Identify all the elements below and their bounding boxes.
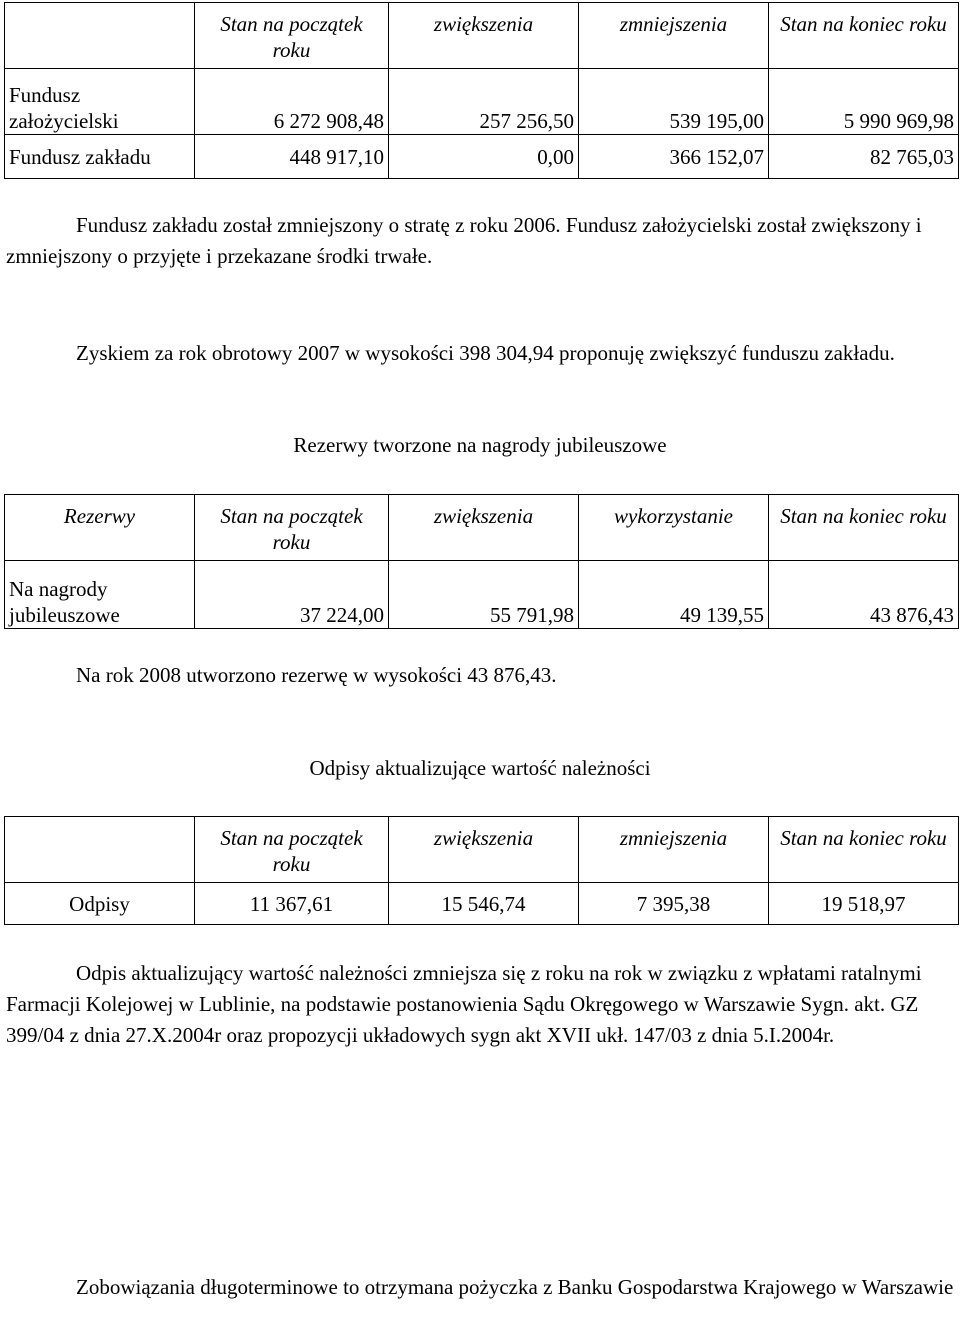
paragraph-fund-changes: Fundusz zakładu został zmniejszony o stratę z roku 2006. Fundusz założycielski został zwiększony i zmniejszony o przyjęte i przekazane środki trwałe. <box>6 213 922 268</box>
header-cell: wykorzystanie <box>579 495 769 561</box>
table-header-row <box>5 817 959 883</box>
header-cell: zwiększenia <box>389 495 579 561</box>
table-cell: 82 765,03 <box>769 135 959 179</box>
reserves-table <box>4 494 959 629</box>
table-cell: 0,00 <box>389 135 579 179</box>
row-label: Odpisy <box>5 883 195 925</box>
header-cell: zwiększenia <box>389 817 579 883</box>
table-cell: 5 990 969,98 <box>769 69 959 135</box>
header-cell: Stan na koniec roku <box>769 817 959 883</box>
table-cell: 11 367,61 <box>195 883 389 925</box>
table-row <box>5 135 959 179</box>
header-cell <box>5 3 195 69</box>
funds-table <box>4 2 959 179</box>
table-cell: 539 195,00 <box>579 69 769 135</box>
table-cell: 6 272 908,48 <box>195 69 389 135</box>
table-cell: 37 224,00 <box>195 561 389 629</box>
paragraph-long-term-liabilities: Zobowiązania długoterminowe to otrzymana pożyczka z Banku Gospodarstwa Krajowego w Warszawie <box>76 1275 954 1299</box>
write-downs-table <box>4 816 959 925</box>
header-cell: zmniejszenia <box>579 817 769 883</box>
table-row <box>5 69 959 135</box>
table-cell: 448 917,10 <box>195 135 389 179</box>
row-label: Fundusz założycielski <box>5 69 195 135</box>
header-cell: Stan na początek roku <box>195 495 389 561</box>
header-cell <box>5 817 195 883</box>
paragraph-write-down-explanation: Odpis aktualizujący wartość należności zmniejsza się z roku na rok w związku z wpłatami ratalnymi Farmacji Kolejowej w Lublinie, na podstawie postanowienia Sądu Okręgowego w Warszawie Sygn. akt. GZ 399/04 z dnia 27.X.2004r oraz propozycji układowych sygn akt XVII ukł. 147/03 z dnia 5.I.2004r. <box>6 961 922 1047</box>
header-cell: zwiększenia <box>389 3 579 69</box>
table-cell: 15 546,74 <box>389 883 579 925</box>
table-cell: 43 876,43 <box>769 561 959 629</box>
section-title-write-downs: Odpisy aktualizujące wartość należności <box>309 756 651 780</box>
section-title-reserves: Rezerwy tworzone na nagrody jubileuszowe <box>293 433 667 457</box>
paragraph-profit: Zyskiem za rok obrotowy 2007 w wysokości 398 304,94 proponuję zwiększyć funduszu zakładu. <box>76 341 895 365</box>
table-cell: 257 256,50 <box>389 69 579 135</box>
table-row <box>5 883 959 925</box>
header-cell: Stan na początek roku <box>195 3 389 69</box>
header-cell: Rezerwy <box>5 495 195 561</box>
header-cell: Stan na koniec roku <box>769 495 959 561</box>
paragraph-reserve-2008: Na rok 2008 utworzono rezerwę w wysokości 43 876,43. <box>76 663 557 687</box>
table-cell: 366 152,07 <box>579 135 769 179</box>
table-cell: 7 395,38 <box>579 883 769 925</box>
table-row <box>5 561 959 629</box>
table-cell: 19 518,97 <box>769 883 959 925</box>
table-cell: 55 791,98 <box>389 561 579 629</box>
table-header-row <box>5 495 959 561</box>
header-cell: Stan na początek roku <box>195 817 389 883</box>
row-label: Fundusz zakładu <box>5 135 195 179</box>
table-header-row <box>5 3 959 69</box>
header-cell: zmniejszenia <box>579 3 769 69</box>
row-label: Na nagrody jubileuszowe <box>5 561 195 629</box>
table-cell: 49 139,55 <box>579 561 769 629</box>
header-cell: Stan na koniec roku <box>769 3 959 69</box>
